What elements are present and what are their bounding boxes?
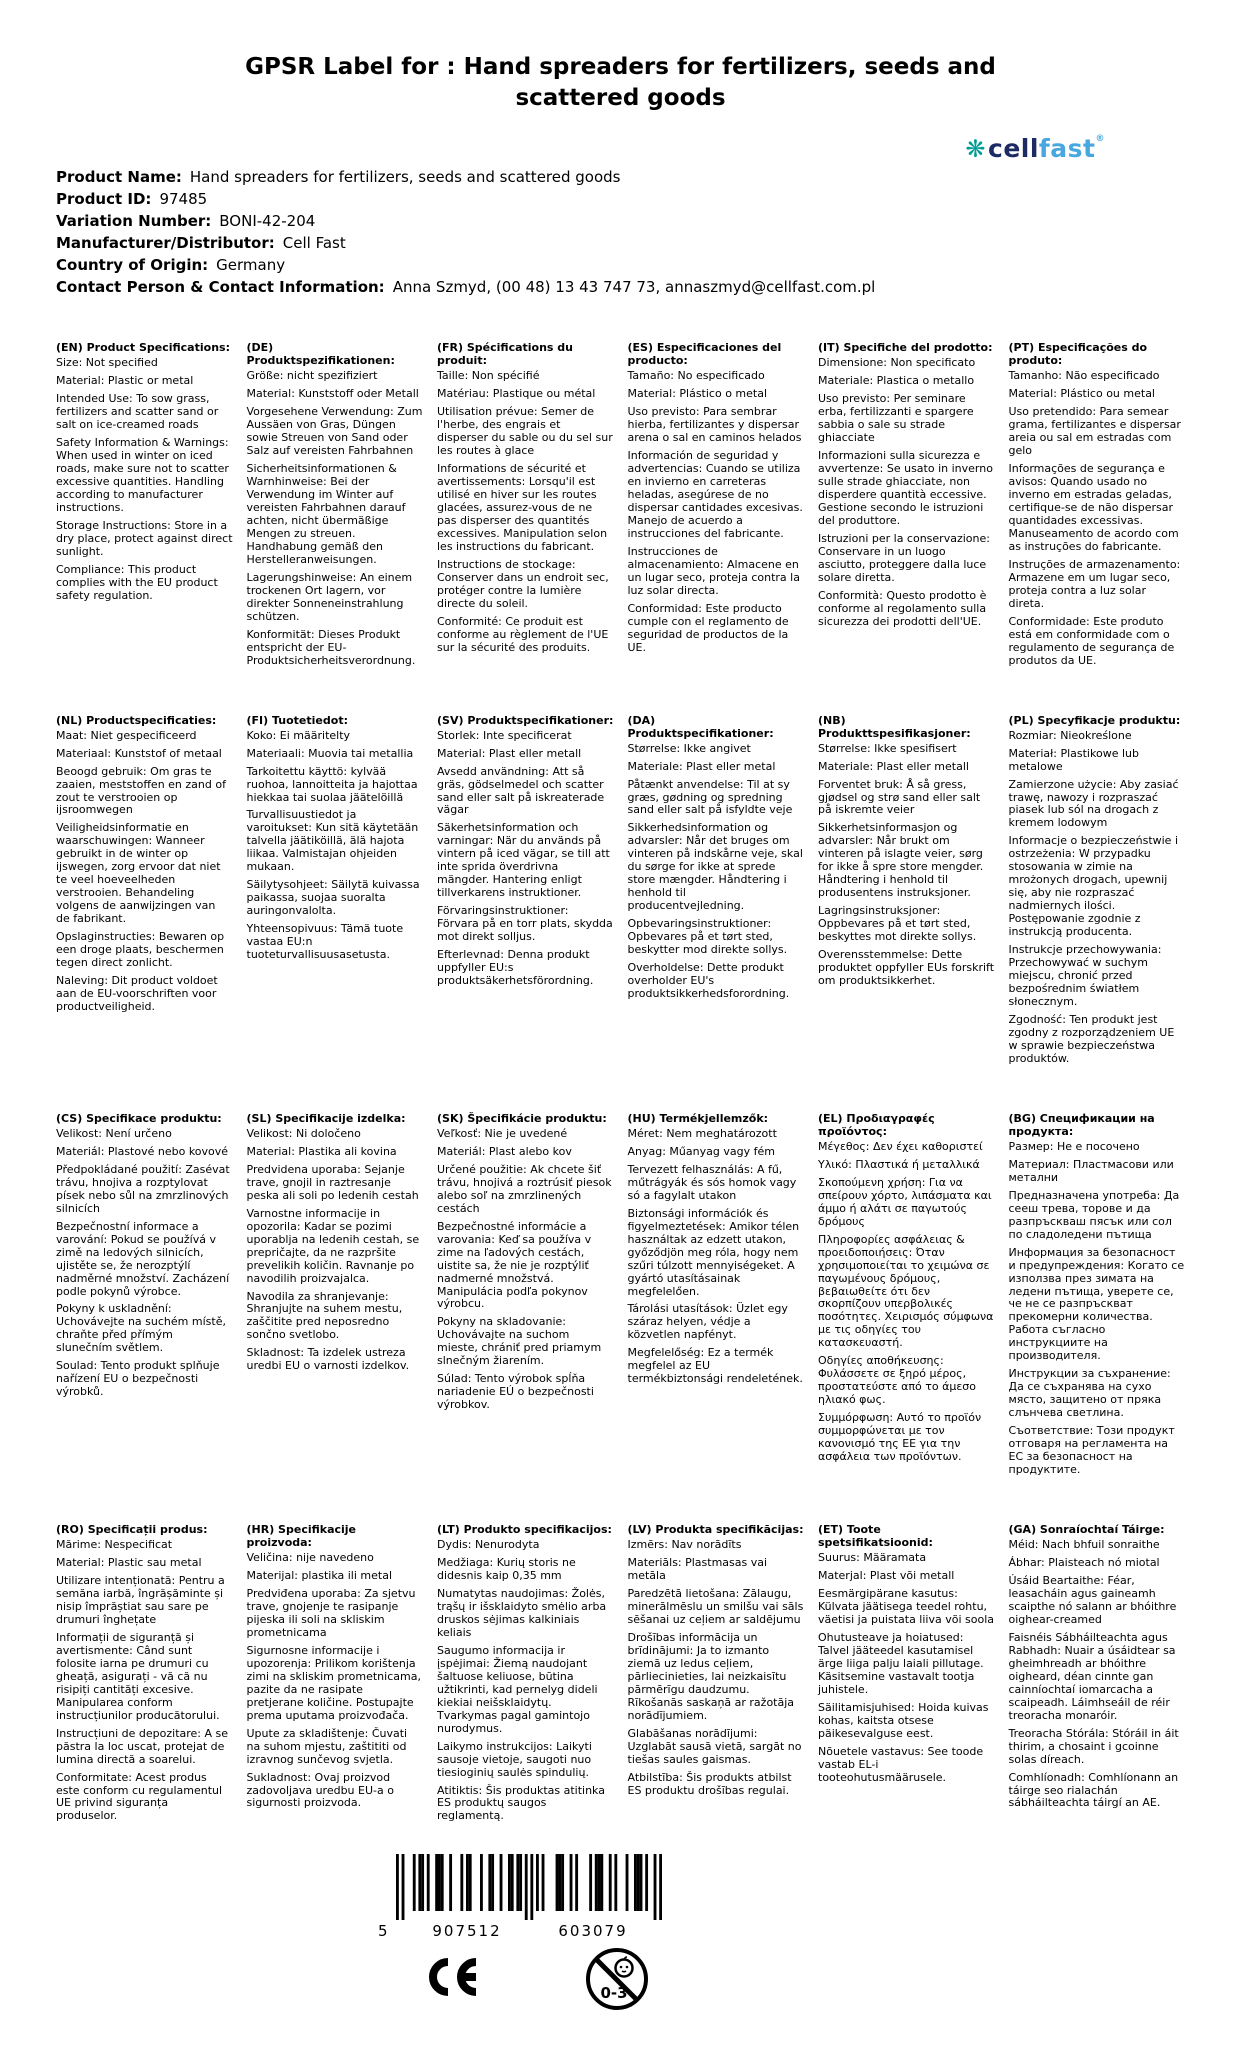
section-body [1009, 1539, 1186, 1810]
section-paragraph: Zamierzone użycie: Aby zasiać trawę, nawozy i rozpraszać piasek lub sól na drogach z kremem lodowym [1008, 777, 1179, 830]
bottom-marks-area [56, 1854, 1185, 2064]
language-section [56, 342, 233, 672]
section-paragraph: Materiale: Plastica o metallo [818, 374, 975, 388]
section-body [628, 1128, 805, 1386]
language-section [56, 1524, 233, 1828]
section-paragraph: Material: Plástico o metal [627, 387, 768, 401]
section-paragraph: Zgodność: Ten produkt jest zgodny z rozporządzeniem UE w sprawie bezpieczeństwa produktów. [1008, 1013, 1175, 1065]
language-section [1009, 342, 1186, 672]
section-paragraph: Materiale: Plast eller metal [627, 759, 776, 773]
section-body [56, 1128, 233, 1399]
section-body [247, 370, 424, 667]
section-paragraph: Předpokládané použití: Zasévat trávu, hnojiva a rozptylovat písek nebo sůl na zmrzlinových silnicích [56, 1162, 230, 1215]
section-paragraph: Conformité: Ce produit est conforme au règlement de l'UE sur la sécurité des produits. [437, 614, 609, 654]
section-paragraph: Faisnéis Sábháilteachta agus Rabhadh: Nuair a úsáidtear sa gheimhreadh ar bhóithre oigheard, déan cinnte gan cainníochtaí iomarcacha a scaipeadh. Láimhseáil de réir treoracha monaróir. [1008, 1630, 1176, 1722]
product-info-label: Country of Origin: [56, 256, 209, 275]
section-body [1009, 730, 1186, 1066]
language-section [1009, 1113, 1186, 1482]
section-paragraph: Velikost: Není určeno [56, 1126, 172, 1140]
section-paragraph: Velikost: Ni določeno [246, 1126, 361, 1140]
section-paragraph: Veiligheidsinformatie en waarschuwingen: Wanneer gebruikt in de winter op ijswegen, zorg ervoor dat niet te veel hoeveelheden verstrooien. Behandeling volgens de aanwijzingen van de fabrikant. [56, 821, 221, 926]
section-paragraph: Conformità: Questo prodotto è conforme al regolamento sulla sicurezza dei prodotti dell'UE. [818, 588, 987, 628]
language-section [437, 715, 614, 1071]
section-heading: (SV) Produktspecifikationer: [437, 713, 614, 727]
section-paragraph: Materiál: Plast alebo kov [437, 1144, 572, 1158]
section-heading: (GA) Sonraíochtaí Táirge: [1008, 1523, 1165, 1537]
section-paragraph: Anyag: Műanyag vagy fém [627, 1144, 775, 1158]
section-paragraph: Tamanho: Não especificado [1008, 369, 1160, 383]
section-heading: (PL) Specyfikacje produktu: [1008, 713, 1181, 727]
section-paragraph: Súlad: Tento výrobok spĺňa nariadenie EÚ o bezpečnosti výrobkov. [437, 1372, 594, 1412]
section-paragraph: Størrelse: Ikke spesifisert [818, 741, 957, 755]
section-paragraph: Numatytas naudojimas: Žolės, trąšų ir išsklaidyto smėlio arba druskos sėjimas kalkiniais keliais [437, 1586, 607, 1639]
section-paragraph: Sicherheitsinformationen & Warnhinweise: Bei der Verwendung im Winter auf vereisten Fahrbahnen darauf achten, nicht übermäßige Mengen zu streuen. Handhabung gemäß den Herstelleranweisungen. [246, 462, 406, 566]
cellfast-logo-text-fast: fast [1038, 134, 1096, 163]
section-heading: (FI) Tuotetiedot: [246, 713, 348, 727]
language-section [628, 715, 805, 1071]
section-paragraph: Materjal: Plast või metall [818, 1568, 955, 1582]
product-info-label: Product ID: [56, 190, 152, 209]
section-heading: (HR) Specifikacije proizvoda: [246, 1523, 357, 1550]
section-heading: (DE) Produktspezifikationen: [246, 341, 395, 368]
product-info-value: 97485 [159, 190, 208, 209]
section-paragraph: Μέγεθος: Δεν έχει καθοριστεί [818, 1139, 983, 1153]
product-info-row [56, 210, 1185, 232]
section-paragraph: Informazioni sulla sicurezza e avvertenze: Se usato in inverno sulle strade ghiacciate, non disperdere quantità eccessive. Gestione secondo le istruzioni del produttore. [818, 449, 993, 527]
section-paragraph: Compliance: This product complies with the EU product safety regulation. [56, 562, 218, 602]
language-section [437, 1524, 614, 1828]
section-paragraph: Materijal: plastika ili metal [246, 1568, 392, 1582]
section-paragraph: Sikkerhetsinformasjon og advarsler: Når brukt om vinteren på islagte veier, sørg for ikke å spre store mengder. Håndtering i henhold til produsentens instruksjoner. [818, 821, 984, 900]
section-paragraph: Konformität: Dieses Produkt entspricht der EU-Produktsicherheitsverordnung. [246, 627, 416, 667]
section-heading: (BG) Спецификации на продукта: [1008, 1111, 1155, 1138]
section-paragraph: Úsáid Beartaithe: Féar, leasacháin agus gaineamh scaipthe nó salann ar bhóithre oighear-creamed [1008, 1573, 1177, 1626]
section-paragraph: Uso previsto: Per seminare erba, fertilizzanti e spargere sabbia o sale su strade ghiacciate [818, 392, 974, 445]
section-paragraph: Instrucțiuni de depozitare: A se păstra la loc uscat, protejat de lumina directă a soarelui. [56, 1726, 229, 1766]
language-section [1009, 1524, 1186, 1828]
section-paragraph: Säkerhetsinformation och varningar: När du används på vintern på iced vägar, se till att inte sprida överdrivna mängder. Hantering enligt tillverkarens instruktioner. [437, 821, 610, 900]
section-paragraph: Informații de siguranță și avertismente: Când sunt folosite iarna pe drumuri cu gheață, asigurați - vă că nu risipiți cantități excesive. Manipularea conform instrucțiunilor producătorului. [56, 1630, 220, 1722]
section-paragraph: Размер: Не е посочено [1008, 1139, 1140, 1153]
section-paragraph: Forventet bruk: Å så gress, gjødsel og strø sand eller salt på iskremte veier [818, 777, 981, 817]
section-body [1009, 370, 1186, 667]
section-paragraph: Matériau: Plastique ou métal [437, 387, 596, 401]
section-paragraph: Lagringsinstruksjoner: Oppbevares på et tørt sted, beskyttes mot direkte sollys. [818, 904, 977, 944]
section-paragraph: Materiaali: Muovia tai metallia [246, 746, 414, 760]
product-info-value: Anna Szmyd, (00 48) 13 43 747 73, annaszmyd@cellfast.com.pl [392, 278, 876, 297]
section-body [628, 370, 805, 654]
section-paragraph: Glabāšanas norādījumi: Uzglabāt sausā vietā, sargāt no tiešas saules gaismas. [627, 1726, 802, 1766]
section-paragraph: Efterlevnad: Denna produkt uppfyller EU:s produktsäkerhetsförordning. [437, 948, 594, 988]
section-paragraph: Taille: Non spécifié [437, 369, 540, 383]
section-paragraph: Material: Plastika ali kovina [246, 1144, 397, 1158]
section-paragraph: Sikkerhedsinformation og advarsler: Når det bruges om vinteren på indskårne veje, skal du sørge for ikke at sprede store mængder. Håndtering i henhold til producentvejledning. [627, 821, 803, 913]
section-paragraph: Overholdelse: Dette produkt overholder EU's produktsikkerhedsforordning. [627, 961, 790, 1001]
section-paragraph: Størrelse: Ikke angivet [627, 741, 751, 755]
language-section [818, 1113, 995, 1482]
section-paragraph: Beoogd gebruik: Om gras te zaaien, meststoffen en zand of zout te verstrooien op ijsroomwegen [56, 764, 226, 817]
section-paragraph: Atbilstība: Šis produkts atbilst ES produktu drošības regulai. [627, 1770, 792, 1797]
section-paragraph: Yhteensopivuus: Tämä tuote vastaa EU:n tuoteturvallisuusasetusta. [246, 922, 404, 962]
section-paragraph: Safety Information & Warnings: When used in winter on iced roads, make sure not to scatter excessive quantities. Handling according to manufacturer instructions. [56, 436, 229, 515]
section-paragraph: Bezpečnostné informácie a varovania: Keď sa používa v zime na ľadových cestách, uistite sa, že nie je rozptýliť nadmerné množstvá. Manipulácia podľa pokynov výrobcu. [437, 1219, 592, 1311]
section-heading: (LT) Produkto specifikacijos: [437, 1523, 612, 1537]
section-heading: (HU) Termékjellemzők: [627, 1111, 769, 1125]
product-info-value: Cell Fast [282, 234, 346, 253]
language-section [818, 1524, 995, 1828]
product-info-label: Product Name: [56, 168, 182, 187]
age-warning-text: 0-3 [600, 1984, 628, 2003]
section-paragraph: Instrukcje przechowywania: Przechowywać w suchym miejscu, chronić przed bezpośrednim światłem słonecznym. [1008, 943, 1162, 1009]
language-section [247, 1113, 424, 1482]
section-paragraph: Οδηγίες αποθήκευσης: Φυλάσσετε σε ξηρό μέρος, προστατεύστε από το άμεσο ηλιακό φως. [818, 1354, 976, 1407]
section-body [818, 1552, 995, 1785]
section-paragraph: Sigurnosne informacije i upozorenja: Prilikom korištenja zimi na skliskim prometnicama, pazite da ne rasipate pretjerane količine. Postupajte prema uputama proizvođača. [246, 1643, 421, 1722]
section-paragraph: Laikymo instrukcijos: Laikyti sausoje vietoje, saugoti nuo tiesioginių saulės spindulių. [437, 1739, 592, 1779]
section-paragraph: Storlek: Inte specificerat [437, 728, 572, 742]
section-body [56, 730, 233, 1014]
product-info-row [56, 166, 1185, 188]
language-section [437, 342, 614, 672]
section-heading: (NB) Produkttspesifikasjoner: [818, 713, 971, 740]
cellfast-flower-icon: ❋ [965, 135, 986, 163]
age-warning-0-3-icon [584, 1946, 650, 2016]
barcode-block [378, 1854, 662, 1942]
section-heading: (LV) Produkta specifikācijas: [627, 1523, 804, 1537]
section-body [437, 730, 614, 988]
barcode-digit-first: 5 [378, 1922, 388, 1941]
product-info-value: Hand spreaders for fertilizers, seeds and scattered goods [189, 168, 621, 187]
section-paragraph: Förvaringsinstruktioner: Förvara på en torr plats, skydda mot direkt solljus. [437, 904, 613, 944]
section-paragraph: Size: Not specified [56, 356, 158, 370]
section-body [818, 357, 995, 628]
section-paragraph: Comhlíonadh: Comhlíonann an táirge seo rialachán sábháilteachta táirgí an AE. [1008, 1770, 1179, 1810]
section-paragraph: Avsedd användning: Att så gräs, gödselmedel och scatter sand eller salt på iskreaterade vägar [437, 764, 605, 817]
section-paragraph: Lagerungshinweise: An einem trockenen Ort lagern, vor direkter Sonneneinstrahlung schützen. [246, 570, 413, 623]
language-section [56, 1113, 233, 1482]
product-info-row [56, 188, 1185, 210]
section-paragraph: Υλικό: Πλαστικά ή μεταλλικά [818, 1157, 980, 1171]
language-section [818, 715, 995, 1071]
section-paragraph: Opbevaringsinstruktioner: Opbevares på et tørt sted, beskytter mod direkte sollys. [627, 917, 788, 957]
section-paragraph: Eesmärgipärane kasutus: Külvata jäätisega teedel rohtu, väetisi ja puistata liiva või soola [818, 1586, 995, 1626]
section-paragraph: Материал: Пластмасови или метални [1008, 1157, 1174, 1184]
section-paragraph: Informacje o bezpieczeństwie i ostrzeżenia: W przypadku stosowania w zimie na mrożonych drogach, upewnij się, aby nie rozpraszać nadmiernych ilości. Postępowanie zgodnie z instrukcją producenta. [1008, 834, 1179, 939]
section-paragraph: Påtænkt anvendelse: Til at sy græs, gødning og spredning sand eller salt på isfyldte veje [627, 777, 793, 817]
section-paragraph: Varnostne informacije in opozorila: Kadar se pozimi uporablja na ledenih cestah, se prepričajte, da ne razpršite prevelikih količin. Ravnanje po navodilih proizvajalca. [246, 1206, 420, 1285]
section-paragraph: Συμμόρφωση: Αυτό το προϊόν συμμορφώνεται με τον κανονισμό της ΕΕ για την ασφάλεια των προϊόντων. [818, 1411, 982, 1464]
ce-mark-icon [422, 1956, 480, 2002]
language-section [437, 1113, 614, 1482]
section-heading: (PT) Especificações do produto: [1008, 341, 1148, 368]
section-paragraph: Rozmiar: Nieokreślone [1008, 728, 1132, 742]
section-paragraph: Größe: nicht spezifiziert [246, 369, 378, 383]
section-paragraph: Съответствие: Този продукт отговаря на регламента на ЕС за безопасност на продуктите. [1008, 1424, 1175, 1477]
section-paragraph: Predvidena uporaba: Sejanje trave, gnojil in raztresanje peska ali soli po ledenih cestah [246, 1162, 419, 1202]
section-paragraph: Vorgesehene Verwendung: Zum Aussäen von Gras, Düngen sowie Streuen von Sand oder Salz auf vereisten Fahrbahnen [246, 405, 423, 458]
product-info-value: BONI-42-204 [219, 212, 316, 231]
language-sections-grid [56, 342, 1185, 1828]
section-heading: (RO) Specificații produs: [56, 1523, 208, 1537]
section-paragraph: Tárolási utasítások: Üzlet egy száraz helyen, védje a közvetlen napfényt. [627, 1302, 788, 1342]
language-section [247, 1524, 424, 1828]
section-paragraph: Materiał: Plastikowe lub metalowe [1008, 746, 1139, 773]
section-paragraph: Conformidade: Este produto está em conformidade com o regulamento de segurança de produtos da UE. [1008, 614, 1175, 667]
cellfast-logo [965, 134, 1105, 163]
language-section [628, 342, 805, 672]
section-paragraph: Saugumo informacija ir įspėjimai: Žiemą naudojant šaltuose keliuose, būtina užtikrinti, kad pernelyg dideli kiekiai neišsklaidytų. Tvarkymas pagal gamintojo nurodymus. [437, 1643, 598, 1735]
product-info-label: Manufacturer/Distributor: [56, 234, 275, 253]
section-paragraph: Conformitate: Acest produs este conform cu regulamentul UE privind siguranța produselor. [56, 1770, 223, 1823]
section-paragraph: Biztonsági információk és figyelmeztetések: Amikor télen használtak az edzett utakon, győződjön meg róla, hogy nem szűri túlzott mennyiségeket. A gyártó utasításainak megfelelően. [627, 1206, 800, 1298]
section-paragraph: Suurus: Määramata [818, 1551, 927, 1564]
section-body [247, 730, 424, 963]
section-heading: (SK) Špecifikácie produktu: [437, 1111, 607, 1125]
page-title: GPSR Label for : Hand spreaders for fertilizers, seeds and scattered goods [245, 54, 996, 112]
product-info-row [56, 232, 1185, 254]
section-paragraph: Utilisation prévue: Semer de l'herbe, des engrais et disperser du sable ou du sel sur les routes à glace [437, 405, 613, 458]
section-paragraph: Conformidad: Este producto cumple con el reglamento de seguridad de productos de la UE. [627, 601, 789, 654]
section-paragraph: Pokyny na skladovanie: Uchovávajte na suchom mieste, chrániť pred priamym slnečným žiarením. [437, 1315, 602, 1368]
section-heading: (EL) Προδιαγραφές προϊόντος: [818, 1111, 935, 1138]
section-paragraph: Istruzioni per la conservazione: Conservare in un luogo asciutto, proteggere dalla luce solare diretta. [818, 531, 990, 584]
section-paragraph: Material: Plast eller metall [437, 746, 582, 760]
section-paragraph: Tarkoitettu käyttö: kylvää ruohoa, lannoitteita ja hajottaa hiekkaa tai suolaa jäätelöillä [246, 764, 418, 804]
section-paragraph: Informações de segurança e avisos: Quando usado no inverno em estradas geladas, certifique-se de não dispersar quantidades excessivas. Manuseamento de acordo com as instruções do fabricante. [1008, 462, 1179, 553]
language-section [247, 342, 424, 672]
section-paragraph: Säilitamisjuhised: Hoida kuivas kohas, kaitsta otsese päikesevalguse eest. [818, 1700, 989, 1740]
section-paragraph: Storage Instructions: Store in a dry place, protect against direct sunlight. [56, 519, 233, 558]
section-paragraph: Sukladnost: Ovaj proizvod zadovoljava uredbu EU-a o sigurnosti proizvoda. [246, 1770, 394, 1810]
section-paragraph: Información de seguridad y advertencias: Cuando se utiliza en invierno en carreteras heladas, asegúrese de no dispersar cantidades excesivas. Manejo de acuerdo a instrucciones del fabricante. [627, 449, 803, 540]
product-info-value: Germany [216, 256, 286, 275]
section-body [1009, 1141, 1186, 1477]
section-paragraph: Veličina: nije navedeno [246, 1551, 374, 1564]
section-body [818, 1141, 995, 1464]
section-paragraph: Skladnost: Ta izdelek ustreza uredbi EU o varnosti izdelkov. [246, 1346, 410, 1373]
section-paragraph: Предназначена употреба: Да сееш трева, торове и да разпръскваш пясък или сол по сладоледени пътища [1008, 1188, 1180, 1241]
section-paragraph: Dydis: Nenurodyta [437, 1538, 540, 1552]
section-heading: (NL) Productspecificaties: [56, 713, 217, 727]
product-info-row [56, 276, 1185, 298]
language-section [56, 715, 233, 1071]
section-paragraph: Uso pretendido: Para semear grama, fertilizantes e dispersar areia ou sal em estradas com gelo [1008, 405, 1181, 458]
section-paragraph: Uso previsto: Para sembrar hierba, fertilizantes y dispersar arena o sal en caminos helados [627, 405, 802, 445]
product-info-label: Contact Person & Contact Information: [56, 278, 385, 297]
section-paragraph: Material: Plástico ou metal [1008, 387, 1155, 401]
section-paragraph: Dimensione: Non specificato [818, 356, 976, 370]
section-paragraph: Materiāls: Plastmasas vai metāla [627, 1556, 768, 1582]
section-paragraph: Paredzētā lietošana: Zālaugu, minerālmēslu un smilšu vai sāls sēšanai uz ceļiem ar saldējumu [627, 1586, 804, 1626]
language-section [628, 1113, 805, 1482]
section-paragraph: Navodila za shranjevanje: Shranjujte na suhem mestu, zaščitite pred neposredno sončno svetlobo. [246, 1289, 403, 1342]
language-section [628, 1524, 805, 1828]
section-body [437, 370, 614, 654]
section-paragraph: Säilytysohjeet: Säilytä kuivassa paikassa, suojaa suoralta auringonvalolta. [246, 878, 420, 918]
section-paragraph: Atitiktis: Šis produktas atitinka ES produktų saugos reglamentą. [437, 1783, 605, 1823]
product-info-block [56, 166, 1185, 298]
section-paragraph: Utilizare intenționată: Pentru a semăna iarbă, îngrășăminte și nisip împrăștiat sau sare pe drumuri înghețate [56, 1573, 225, 1626]
product-info-label: Variation Number: [56, 212, 212, 231]
section-paragraph: Ohutusteave ja hoiatused: Talvel jääteedel kasutamisel ärge liiga palju laiali pillutage. Käsitsemine vastavalt tootja juhistele. [818, 1630, 984, 1696]
section-paragraph: Megfelelőség: Ez a termék megfelel az EU termékbiztonsági rendeletének. [627, 1346, 803, 1386]
section-heading: (CS) Specifikace produktu: [56, 1111, 222, 1125]
section-body [628, 743, 805, 1001]
section-heading: (ES) Especificaciones del producto: [627, 341, 782, 368]
section-paragraph: Upute za skladištenje: Čuvati na suhom mjestu, zaštititi od izravnog sunčevog svjetla. [246, 1726, 408, 1766]
language-section [1009, 715, 1186, 1071]
section-paragraph: Tervezett felhasználás: A fű, műtrágyák és sós homok vagy só a fagylalt utakon [627, 1162, 797, 1202]
section-paragraph: Mărime: Nespecificat [56, 1538, 173, 1552]
section-heading: (ET) Toote spetsifikatsioonid: [818, 1523, 933, 1550]
section-paragraph: Ábhar: Plaisteach nó miotal [1008, 1556, 1160, 1569]
section-body [56, 357, 233, 602]
barcode-digits-left-group: 907512 [432, 1922, 502, 1941]
section-heading: (IT) Specifiche del prodotto: [818, 341, 993, 355]
section-body [247, 1552, 424, 1810]
section-body [437, 1128, 614, 1412]
section-body [818, 743, 995, 988]
section-paragraph: Instructions de stockage: Conserver dans un endroit sec, protéger contre la lumière directe du soleil. [437, 557, 609, 610]
section-heading: (SL) Specifikacije izdelka: [246, 1111, 406, 1125]
section-paragraph: Nõuetele vastavus: See toode vastab EL-i tooteohutusmäärusele. [818, 1744, 984, 1784]
section-heading: (DA) Produktspecifikationer: [627, 713, 774, 740]
registered-trademark-icon: ® [1095, 134, 1105, 144]
section-paragraph: Méid: Nach bhfuil sonraithe [1008, 1538, 1160, 1552]
section-paragraph: Treoracha Stórála: Stóráil in áit thirim, a chosaint i gcoinne solas díreach. [1008, 1726, 1179, 1766]
section-paragraph: Maat: Niet gespecificeerd [56, 728, 197, 742]
section-paragraph: Predviđena uporaba: Za sjetvu trave, gnojenje te rasipanje pijeska ili soli na skliskim prometnicama [246, 1586, 416, 1639]
language-section [818, 342, 995, 672]
section-paragraph: Méret: Nem meghatározott [627, 1126, 777, 1140]
section-paragraph: Material: Plastic sau metal [56, 1556, 202, 1569]
ean13-barcode [396, 1854, 662, 1920]
barcode-digits [378, 1922, 662, 1942]
section-paragraph: Σκοπούμενη χρήση: Για να σπείρουν χόρτο, λιπάσματα και άμμο ή αλάτι σε παγωτούς δρόμους [818, 1175, 992, 1228]
section-paragraph: Bezpečnostní informace a varování: Pokud se používá v zimě na ledových silnicích, ujistěte se, že nerozptýlí nadměrné množství. Zacházení podle pokynů výrobce. [56, 1219, 230, 1298]
language-section [247, 715, 424, 1071]
section-paragraph: Material: Plastic or metal [56, 374, 194, 388]
section-paragraph: Drošības informācija un brīdinājumi: Ja to izmanto ziemā uz ledus ceļiem, pārliecinieties, lai neizkaisītu pārmērīgu daudzumu. Rīkošanās saskaņā ar ražotāja norādījumiem. [627, 1630, 795, 1722]
section-paragraph: Materiál: Plastové nebo kovové [56, 1144, 229, 1158]
section-paragraph: Soulad: Tento produkt splňuje nařízení EU o bezpečnosti výrobků. [56, 1359, 220, 1399]
section-paragraph: Veľkosť: Nie je uvedené [437, 1126, 568, 1140]
section-heading: (EN) Product Specifications: [56, 341, 230, 355]
section-paragraph: Инструкции за съхранение: Да се съхранява на сухо място, защитено от пряка слънчева светлина. [1008, 1367, 1171, 1420]
section-paragraph: Intended Use: To sow grass, fertilizers and scatter sand or salt on ice-creamed roads [56, 392, 219, 432]
section-body [247, 1128, 424, 1373]
section-paragraph: Material: Kunststoff oder Metall [246, 387, 419, 401]
section-body [437, 1539, 614, 1823]
section-paragraph: Opslaginstructies: Bewaren op een droge plaats, beschermen tegen direct zonlicht. [56, 930, 225, 970]
barcode-digits-right-group: 603079 [558, 1922, 628, 1941]
section-paragraph: Materiaal: Kunststof of metaal [56, 746, 222, 760]
cellfast-logo-text-cell: cell [988, 134, 1039, 163]
section-paragraph: Určené použitie: Ak chcete šiť trávu, hnojivá a roztrúsiť piesok alebo soľ na zmrzlinených cestách [437, 1162, 612, 1215]
section-paragraph: Izmērs: Nav norādīts [627, 1538, 742, 1552]
section-body [628, 1539, 805, 1797]
section-paragraph: Turvallisuustiedot ja varoitukset: Kun sitä käytetään talvella jäätiköillä, älä hajota liikaa. Valmistajan ohjeiden mukaan. [246, 808, 419, 874]
section-paragraph: Instruções de armazenamento: Armazene em um lugar seco, proteja contra a luz solar direta. [1008, 557, 1181, 610]
section-paragraph: Koko: Ei määritelty [246, 728, 351, 742]
section-paragraph: Overensstemmelse: Dette produktet oppfyller EUs forskrift om produktsikkerhet. [818, 948, 995, 988]
section-paragraph: Pokyny k uskladnění: Uchovávejte na suchém místě, chraňte před přímým slunečním světlem. [56, 1302, 226, 1355]
section-paragraph: Medžiaga: Kurių storis ne didesnis kaip 0,35 mm [437, 1556, 576, 1582]
section-heading: (FR) Spécifications du produit: [437, 341, 574, 368]
section-paragraph: Πληροφορίες ασφάλειας & προειδοποιήσεις: Όταν χρησιμοποιείται το χειμώνα σε παγωμένους δρόμους, βεβαιωθείτε ότι δεν σκορπίζουν υπερβολικές ποσότητες. Χειρισμός σύμφωνα με τις οδηγίες του κατασκευαστή. [818, 1232, 994, 1350]
section-paragraph: Naleving: Dit product voldoet aan de EU-voorschriften voor productveiligheid. [56, 974, 218, 1014]
section-paragraph: Informations de sécurité et avertissements: Lorsqu'il est utilisé en hiver sur les routes glacées, assurez-vous de ne pas disperser des quantités excessives. Manipulation selon les instructions du fabricant. [437, 462, 608, 553]
section-paragraph: Instrucciones de almacenamiento: Almacene en un lugar seco, proteja contra la luz solar directa. [627, 544, 800, 597]
section-body [56, 1539, 233, 1823]
section-paragraph: Tamaño: No especificado [627, 369, 765, 383]
section-paragraph: Materiale: Plast eller metall [818, 759, 969, 773]
section-paragraph: Информация за безопасност и предупреждения: Когато се използва през зимата на ледени пътища, уверете се, че не се разпръскват прекомерни количества. Работа съгласно инструкциите на производителя. [1008, 1245, 1185, 1363]
product-info-row [56, 254, 1185, 276]
